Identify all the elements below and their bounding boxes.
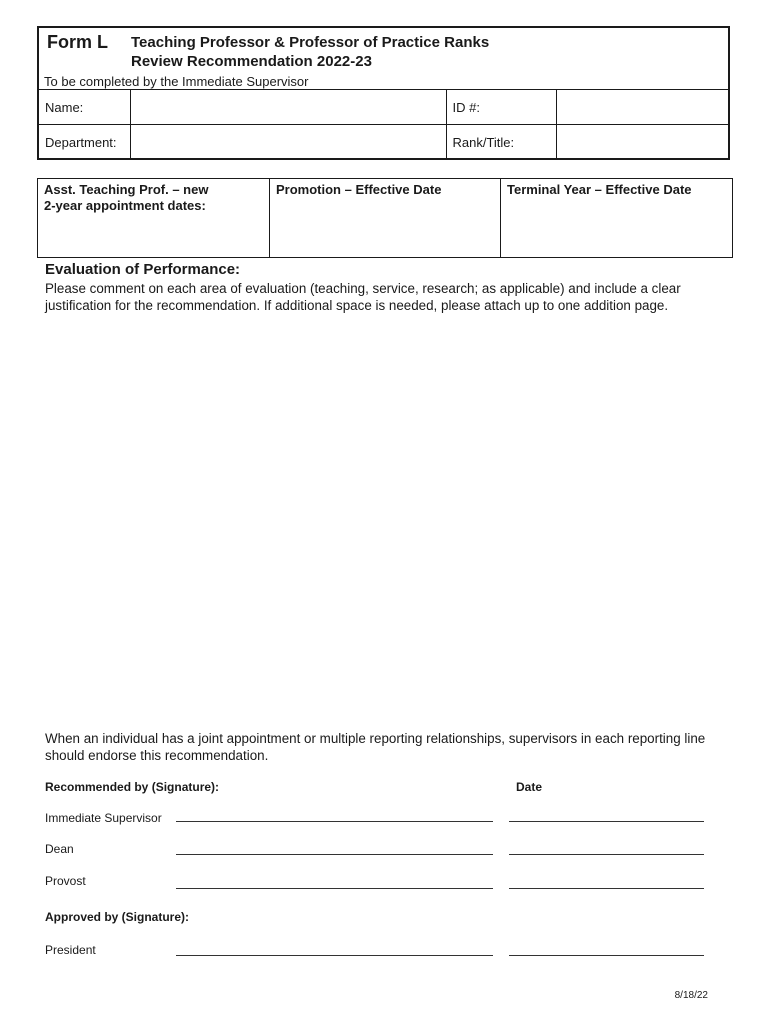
asst-teaching-prof-label-line-1: Asst. Teaching Prof. – new	[44, 182, 209, 197]
form-title-line-2: Review Recommendation 2022-23	[131, 53, 372, 70]
provost-label: Provost	[45, 874, 86, 888]
terminal-year-date-label: Terminal Year – Effective Date	[507, 182, 692, 197]
evaluation-instructions: Please comment on each area of evaluation (teaching, service, research; as applicable) and include a clear justification for the recommendation. If additional space is needed, please attach up to one addition page.	[45, 281, 681, 313]
dean-date-line[interactable]	[509, 854, 704, 855]
form-header	[37, 26, 730, 160]
immediate-supervisor-signature-line[interactable]	[176, 821, 493, 822]
president-date-line[interactable]	[509, 955, 704, 956]
immediate-supervisor-label: Immediate Supervisor	[45, 811, 162, 825]
form-id: Form L	[47, 32, 108, 52]
rank-label: Rank/Title:	[446, 125, 556, 160]
promotion-date-cell[interactable]	[270, 179, 501, 258]
appointment-dates-table	[37, 178, 733, 258]
form-subtitle: To be completed by the Immediate Supervisor	[44, 74, 309, 89]
evaluation-comments-area[interactable]	[45, 318, 725, 718]
employee-info-table	[39, 89, 728, 159]
joint-appointment-note: When an individual has a joint appointment or multiple reporting relationships, supervisors in each reporting line should endorse this recommendation.	[45, 731, 706, 763]
provost-date-line[interactable]	[509, 888, 704, 889]
department-field[interactable]	[130, 125, 446, 160]
rank-field[interactable]	[556, 125, 728, 160]
immediate-supervisor-date-line[interactable]	[509, 821, 704, 822]
name-label: Name:	[39, 90, 130, 125]
asst-teaching-prof-dates-cell[interactable]	[38, 179, 270, 258]
asst-teaching-prof-label-line-2: 2-year appointment dates:	[44, 198, 206, 213]
recommended-by-heading: Recommended by (Signature):	[45, 780, 220, 794]
president-label: President	[45, 943, 96, 957]
date-heading: Date	[516, 780, 543, 794]
department-label: Department:	[39, 125, 130, 160]
provost-signature-line[interactable]	[176, 888, 493, 889]
footer-revision-date: 8/18/22	[674, 990, 708, 1001]
form-title-line-1: Teaching Professor & Professor of Practice Ranks	[131, 34, 490, 51]
dean-label: Dean	[45, 842, 74, 856]
id-field[interactable]	[556, 90, 728, 125]
promotion-date-label: Promotion – Effective Date	[276, 182, 442, 197]
approved-by-heading: Approved by (Signature):	[45, 910, 190, 924]
evaluation-heading: Evaluation of Performance:	[45, 261, 241, 278]
name-field[interactable]	[130, 90, 446, 125]
president-signature-line[interactable]	[176, 955, 493, 956]
id-label: ID #:	[446, 90, 556, 125]
terminal-year-date-cell[interactable]	[501, 179, 733, 258]
form-title	[131, 33, 489, 71]
dean-signature-line[interactable]	[176, 854, 493, 855]
